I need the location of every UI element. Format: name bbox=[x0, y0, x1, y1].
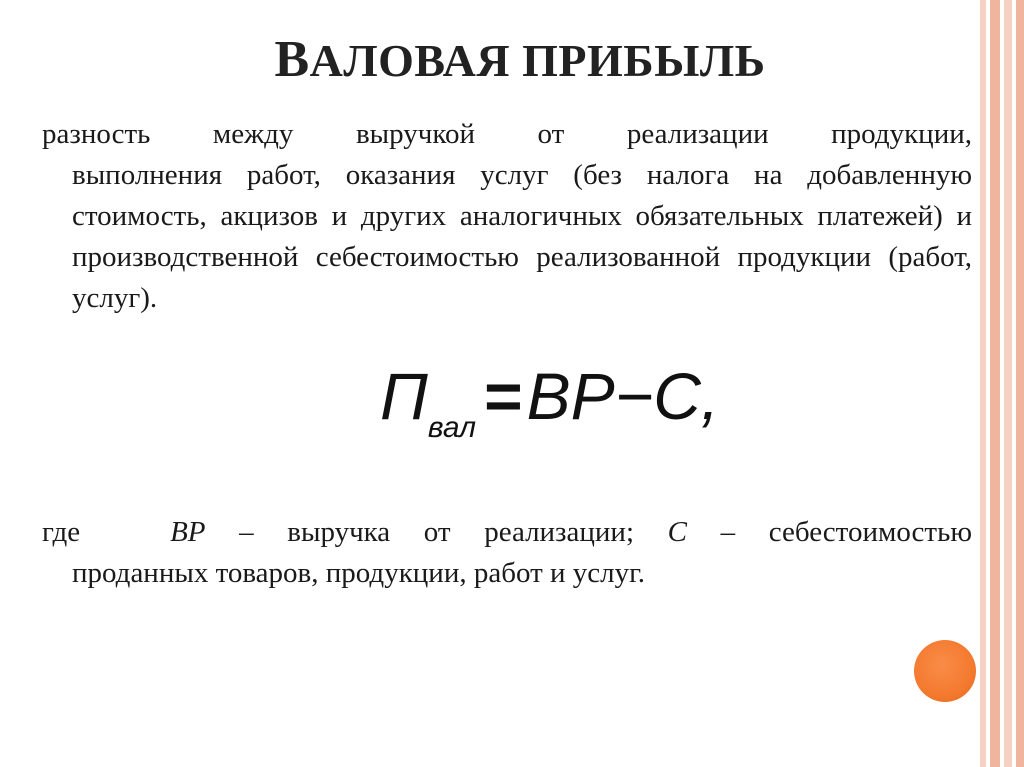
formula-lhs: П bbox=[380, 359, 428, 433]
definition-continuation: выполнения работ, оказания услуг (без налога на добавленную стоимость, акцизов и других аналогичных обязательных платежей) и производственной себестоимостью реализованной продукции (работ, услуг). bbox=[72, 159, 972, 314]
where-var-c: С bbox=[667, 516, 687, 548]
title-initial: В bbox=[274, 31, 310, 88]
definition-paragraph bbox=[42, 114, 972, 319]
title-rest: АЛОВАЯ ПРИБЫЛЬ bbox=[309, 35, 766, 86]
definition-first-line: разность между выручкой от реализации продукции, bbox=[42, 118, 972, 150]
where-var-vr: ВР bbox=[170, 516, 206, 548]
where-first-line bbox=[42, 512, 972, 553]
where-text-1: – выручка от реализации; bbox=[205, 516, 668, 548]
where-lead: где bbox=[42, 516, 81, 548]
gross-profit-formula bbox=[380, 358, 719, 458]
slide-title bbox=[0, 30, 1024, 89]
formula-subscript: вал bbox=[427, 411, 477, 444]
where-second-line: проданных товаров, продукции, работ и услуг. bbox=[72, 557, 645, 589]
where-text-2: – себестоимостью bbox=[686, 516, 972, 548]
decorative-stripes bbox=[980, 0, 1024, 767]
formula-rhs: ВР−С, bbox=[526, 359, 720, 433]
where-paragraph bbox=[42, 512, 972, 594]
left-margin bbox=[0, 0, 12, 767]
formula-equals: = bbox=[484, 359, 523, 433]
orange-circle-icon bbox=[914, 640, 976, 702]
